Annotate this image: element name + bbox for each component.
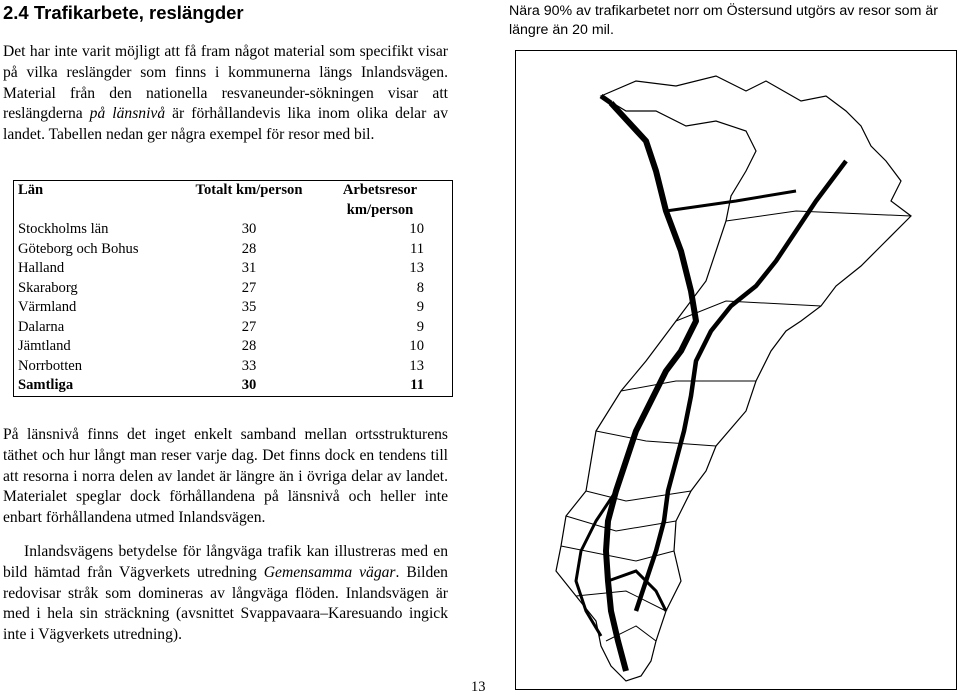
table-header-row [14, 181, 453, 221]
body-paragraph-2: På länsnivå finns det inget enkelt samband mellan ortsstrukturens täthet och hur långt man reser varje dag. Det finns dock en tendens till att resorna i norra delen av landet är längre än i övriga delar av landet. Materialet speglar dock förhållandena på länsnivå och heller inte enbart förhållandena utmed Inlandsvägen. [3, 426, 448, 527]
corridor-coast [636, 161, 846, 611]
total-totalt: 30 [241, 377, 257, 393]
cell-arbetsresor: 11 [409, 240, 424, 257]
county-border-5 [586, 491, 691, 501]
cell-lan: Stockholms län [18, 221, 109, 237]
intro-paragraph: Det har inte varit möjligt att få fram något material som specifikt visar på vilka reslängder som finns i kommunerna längs Inlandsvägen. Material från den nationella resvaneunder-sökningen visar att reslängderna på länsnivå är förhållandevis lika inom olika delar av landet. Tabellen nedan ger några exempel för resor med bil. [3, 43, 448, 144]
cell-arbetsresor: 9 [416, 299, 424, 315]
county-border-6 [566, 516, 676, 531]
sweden-map-figure [516, 51, 955, 688]
cell-totalt: 31 [241, 260, 257, 276]
intro-italic: på länsnivå [89, 105, 166, 123]
cell-totalt: 27 [241, 318, 257, 335]
report-title-italic: Gemensamma vägar [263, 563, 396, 581]
cell-lan: Värmland [18, 299, 77, 315]
trip-length-table [13, 180, 453, 397]
cell-lan: Halland [18, 260, 65, 276]
table-row [14, 298, 453, 318]
table-total-row [14, 376, 453, 396]
cell-totalt: 30 [241, 221, 257, 237]
county-border-8 [576, 591, 666, 611]
county-border-4 [596, 431, 716, 446]
table-row [14, 357, 453, 377]
section-heading: 2.4 Trafikarbete, reslängder [3, 2, 244, 23]
cell-lan: Jämtland [18, 338, 71, 354]
page-number: 13 [471, 679, 486, 695]
total-arbetsresor: 11 [410, 377, 424, 393]
sweden-road-map [515, 50, 957, 690]
table-row [14, 220, 453, 240]
cell-lan: Dalarna [18, 318, 65, 335]
cell-totalt: 28 [241, 240, 257, 257]
cell-totalt: 27 [241, 279, 257, 296]
cell-arbetsresor: 13 [409, 357, 424, 374]
cell-totalt: 33 [241, 357, 257, 374]
cell-lan: Skaraborg [18, 279, 78, 296]
map-caption: Nära 90% av trafikarbetet norr om Östersund utgörs av resor som är längre än 20 mil. [509, 3, 938, 38]
table-row [14, 240, 453, 260]
column-header-lan: Län [18, 182, 44, 198]
county-border-3 [621, 381, 756, 391]
cell-arbetsresor: 8 [416, 279, 424, 296]
cell-arbetsresor: 10 [409, 221, 424, 237]
cell-arbetsresor: 10 [409, 338, 424, 354]
county-border-1 [726, 211, 911, 221]
cell-totalt: 28 [241, 338, 257, 354]
body-paragraph-3: Inlandsvägens betydelse för långväga trafik kan illustreras med en bild hämtad från Vägverkets utredning Gemensamma vägar. Bilden redovisar stråk som domineras av långväga flöden. Inlandsvägen är med i hela sin sträckning (avsnittet Svappavaara–Karesuando ingick inte i Vägverkets utredning). [3, 543, 448, 644]
cell-arbetsresor: 13 [409, 260, 424, 276]
column-header-arbetsresor: Arbetsresor km/person [342, 182, 418, 218]
cell-lan: Norrbotten [18, 357, 83, 374]
column-header-totalt: Totalt km/person [195, 182, 303, 198]
table-row [14, 279, 453, 299]
table-row [14, 337, 453, 357]
total-label: Samtliga [18, 377, 74, 393]
cell-totalt: 35 [241, 299, 257, 315]
corridor-north-tip [601, 96, 611, 103]
cell-arbetsresor: 9 [416, 318, 424, 335]
cell-lan: Göteborg och Bohus [18, 240, 139, 257]
table-row [14, 259, 453, 279]
table-row [14, 318, 453, 338]
corridor-link [666, 191, 796, 211]
